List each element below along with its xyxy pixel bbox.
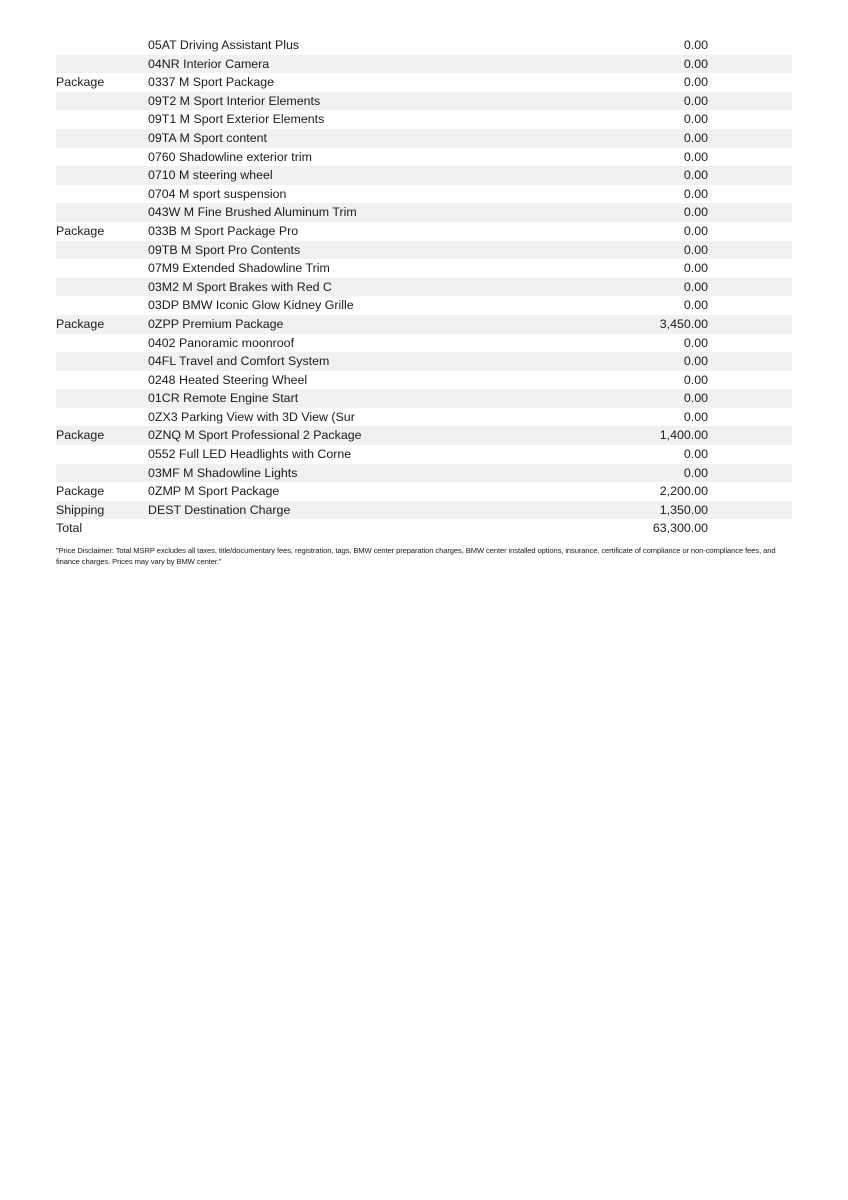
cell-amount: 0.00 xyxy=(568,464,708,483)
cell-spacer xyxy=(708,315,792,334)
table-row xyxy=(56,371,792,390)
cell-spacer xyxy=(708,129,792,148)
cell-description: 05AT Driving Assistant Plus xyxy=(148,36,568,55)
cell-description: 07M9 Extended Shadowline Trim xyxy=(148,259,568,278)
cell-spacer xyxy=(708,371,792,390)
cell-spacer xyxy=(708,445,792,464)
cell-amount: 0.00 xyxy=(568,334,708,353)
cell-type xyxy=(56,241,148,260)
pricing-sheet xyxy=(56,36,792,567)
cell-amount: 3,450.00 xyxy=(568,315,708,334)
cell-amount: 0.00 xyxy=(568,222,708,241)
cell-type: Package xyxy=(56,315,148,334)
table-row xyxy=(56,92,792,111)
cell-description: 03DP BMW Iconic Glow Kidney Grille xyxy=(148,296,568,315)
cell-spacer xyxy=(708,73,792,92)
cell-amount: 0.00 xyxy=(568,166,708,185)
cell-amount: 0.00 xyxy=(568,185,708,204)
cell-type xyxy=(56,55,148,74)
cell-spacer xyxy=(708,482,792,501)
cell-spacer xyxy=(708,148,792,167)
cell-description: 0ZPP Premium Package xyxy=(148,315,568,334)
cell-type: Shipping xyxy=(56,501,148,520)
cell-amount: 0.00 xyxy=(568,36,708,55)
cell-spacer xyxy=(708,166,792,185)
cell-type xyxy=(56,36,148,55)
cell-amount: 0.00 xyxy=(568,389,708,408)
cell-description: 03MF M Shadowline Lights xyxy=(148,464,568,483)
cell-amount: 0.00 xyxy=(568,408,708,427)
table-row xyxy=(56,110,792,129)
table-row xyxy=(56,389,792,408)
table-row xyxy=(56,259,792,278)
cell-description: 09T1 M Sport Exterior Elements xyxy=(148,110,568,129)
cell-type: Package xyxy=(56,426,148,445)
cell-amount: 0.00 xyxy=(568,92,708,111)
cell-description: 0710 M steering wheel xyxy=(148,166,568,185)
cell-type xyxy=(56,92,148,111)
table-row xyxy=(56,166,792,185)
cell-description: 04FL Travel and Comfort System xyxy=(148,352,568,371)
cell-spacer xyxy=(708,259,792,278)
cell-amount: 0.00 xyxy=(568,203,708,222)
cell-description: 03M2 M Sport Brakes with Red C xyxy=(148,278,568,297)
cell-type xyxy=(56,203,148,222)
cell-type xyxy=(56,389,148,408)
cell-description: 09TA M Sport content xyxy=(148,129,568,148)
table-row xyxy=(56,408,792,427)
cell-spacer xyxy=(708,389,792,408)
table-row xyxy=(56,222,792,241)
cell-type xyxy=(56,148,148,167)
cell-description: 0248 Heated Steering Wheel xyxy=(148,371,568,390)
table-row xyxy=(56,129,792,148)
table-row xyxy=(56,296,792,315)
cell-type xyxy=(56,185,148,204)
cell-spacer xyxy=(708,222,792,241)
cell-spacer xyxy=(708,464,792,483)
table-row xyxy=(56,519,792,538)
cell-description: 04NR Interior Camera xyxy=(148,55,568,74)
cell-description: 0ZMP M Sport Package xyxy=(148,482,568,501)
cell-description: 0ZNQ M Sport Professional 2 Package xyxy=(148,426,568,445)
cell-amount: 0.00 xyxy=(568,55,708,74)
table-row xyxy=(56,185,792,204)
cell-spacer xyxy=(708,519,792,538)
cell-type xyxy=(56,334,148,353)
cell-amount: 0.00 xyxy=(568,148,708,167)
cell-description: 0760 Shadowline exterior trim xyxy=(148,148,568,167)
table-row xyxy=(56,203,792,222)
cell-amount: 0.00 xyxy=(568,278,708,297)
table-row xyxy=(56,464,792,483)
table-row xyxy=(56,241,792,260)
cell-description: 033B M Sport Package Pro xyxy=(148,222,568,241)
cell-type: Package xyxy=(56,222,148,241)
table-row xyxy=(56,148,792,167)
table-row xyxy=(56,36,792,55)
cell-amount: 0.00 xyxy=(568,371,708,390)
cell-type xyxy=(56,259,148,278)
cell-amount: 0.00 xyxy=(568,259,708,278)
table-row xyxy=(56,501,792,520)
cell-type xyxy=(56,371,148,390)
table-row xyxy=(56,334,792,353)
cell-spacer xyxy=(708,501,792,520)
cell-spacer xyxy=(708,334,792,353)
table-row xyxy=(56,482,792,501)
cell-spacer xyxy=(708,110,792,129)
cell-amount: 2,200.00 xyxy=(568,482,708,501)
cell-amount: 0.00 xyxy=(568,445,708,464)
cell-spacer xyxy=(708,55,792,74)
cell-type: Package xyxy=(56,482,148,501)
cell-description: 0552 Full LED Headlights with Corne xyxy=(148,445,568,464)
cell-amount: 0.00 xyxy=(568,296,708,315)
cell-spacer xyxy=(708,241,792,260)
cell-description: 0ZX3 Parking View with 3D View (Sur xyxy=(148,408,568,427)
table-row xyxy=(56,278,792,297)
cell-type xyxy=(56,129,148,148)
cell-amount: 0.00 xyxy=(568,241,708,260)
cell-spacer xyxy=(708,185,792,204)
cell-spacer xyxy=(708,408,792,427)
cell-description: DEST Destination Charge xyxy=(148,501,568,520)
cell-description: 0402 Panoramic moonroof xyxy=(148,334,568,353)
cell-type xyxy=(56,445,148,464)
cell-amount: 0.00 xyxy=(568,129,708,148)
price-disclaimer: "Price Disclaimer: Total MSRP excludes all taxes, title/documentary fees, registration, tags, BMW center preparation charges, BMW center installed options, insurance, certificate of compliance or non-compliance fees, and finance charges. Prices may vary by BMW center." xyxy=(56,546,776,566)
cell-type: Total xyxy=(56,519,148,538)
cell-amount: 63,300.00 xyxy=(568,519,708,538)
table-row xyxy=(56,352,792,371)
table-row xyxy=(56,426,792,445)
cell-description: 0704 M sport suspension xyxy=(148,185,568,204)
cell-type: Package xyxy=(56,73,148,92)
cell-description: 01CR Remote Engine Start xyxy=(148,389,568,408)
cell-amount: 0.00 xyxy=(568,110,708,129)
cell-spacer xyxy=(708,278,792,297)
cell-description: 0337 M Sport Package xyxy=(148,73,568,92)
cell-description: 09T2 M Sport Interior Elements xyxy=(148,92,568,111)
cell-type xyxy=(56,166,148,185)
options-pricing-table xyxy=(56,36,792,538)
cell-spacer xyxy=(708,203,792,222)
cell-amount: 0.00 xyxy=(568,73,708,92)
table-body xyxy=(56,36,792,538)
cell-spacer xyxy=(708,92,792,111)
cell-description: 09TB M Sport Pro Contents xyxy=(148,241,568,260)
cell-spacer xyxy=(708,352,792,371)
cell-description xyxy=(148,519,568,538)
cell-type xyxy=(56,352,148,371)
cell-description: 043W M Fine Brushed Aluminum Trim xyxy=(148,203,568,222)
cell-type xyxy=(56,110,148,129)
cell-amount: 0.00 xyxy=(568,352,708,371)
cell-spacer xyxy=(708,296,792,315)
table-row xyxy=(56,315,792,334)
cell-type xyxy=(56,408,148,427)
table-row xyxy=(56,73,792,92)
cell-spacer xyxy=(708,36,792,55)
cell-type xyxy=(56,464,148,483)
cell-type xyxy=(56,296,148,315)
table-row xyxy=(56,55,792,74)
cell-amount: 1,350.00 xyxy=(568,501,708,520)
cell-spacer xyxy=(708,426,792,445)
cell-amount: 1,400.00 xyxy=(568,426,708,445)
cell-type xyxy=(56,278,148,297)
table-row xyxy=(56,445,792,464)
